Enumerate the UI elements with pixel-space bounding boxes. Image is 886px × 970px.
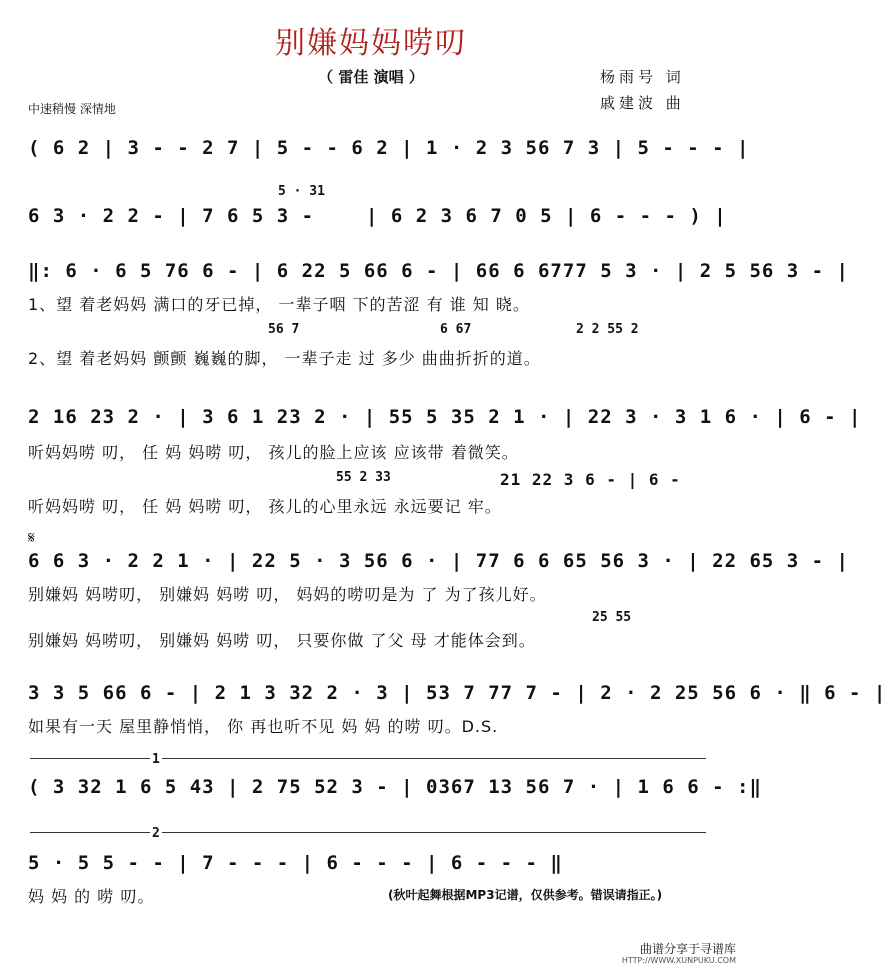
score-line-1: ( 6 2 | 3 - - 2 7 | 5 - - 6 2 | 1 · 2 3 56 7 3 | 5 - - - | — [28, 137, 750, 159]
alt-notes-3b: 6 67 — [440, 322, 472, 337]
lyric-verse-2-line-2: 听妈妈唠 叨， 任 妈 妈唠 叨， 孩儿的心里永远 永远要记 牢。 — [28, 497, 502, 516]
tempo-marking: 中速稍慢 深情地 — [28, 102, 116, 116]
segno-sign: 𝄋 — [28, 528, 35, 547]
transcription-note: (秋叶起舞根据MP3记谱，仅供参考。错误请指正。) — [388, 888, 663, 902]
volta-1-number: 1 — [152, 752, 160, 767]
composer-credit: 戚建波 曲 — [600, 94, 685, 112]
volta-2-number: 2 — [152, 826, 160, 841]
lyric-line-5: 妈 妈 的 唠 叨。 — [28, 887, 155, 906]
score-line-7: ( 3 32 1 6 5 43 | 2 75 52 3 - | 0367 13 56 7 · | 1 6 6 - :‖ — [28, 776, 762, 798]
alt-notes-3a: 56 7 — [268, 322, 300, 337]
footer-site: 曲谱分享于寻谱库 — [639, 942, 736, 956]
alt-notes-5: 25 55 — [592, 610, 632, 625]
footer-url: HTTP://WWW.XUNPUKU.COM — [621, 956, 736, 965]
volta-2-bracket — [30, 832, 706, 833]
score-line-8: 5 · 5 5 - - | 7 - - - | 6 - - - | 6 - - - ‖ — [28, 852, 563, 874]
score-line-5: 6 6 3 · 2 2 1 · | 22 5 · 3 56 6 · | 77 6 6 65 56 3 · | 22 65 3 - | — [28, 550, 849, 572]
lyricist-credit: 杨雨号 词 — [600, 68, 685, 86]
singer-credit: （ 雷佳 演唱 ） — [318, 68, 424, 86]
score-line-2a: 6 3 · 2 2 - | 7 6 5 3 - — [28, 205, 315, 227]
score-line-4: 2 16 23 2 · | 3 6 1 23 2 · | 55 5 35 2 1 · | 22 3 · 3 1 6 · | 6 - | — [28, 406, 862, 428]
lyric-verse-1-line-3: 别嫌妈 妈唠叨， 别嫌妈 妈唠 叨， 妈妈的唠叨是为 了 为了孩儿好。 — [28, 585, 547, 604]
volta-1-bracket — [30, 758, 706, 759]
alt-notes-4b: 21 22 3 6 - | 6 - — [500, 470, 681, 489]
lyric-verse-1-line-1: 1、望 着老妈妈 满口的牙已掉， 一辈子咽 下的苦涩 有 谁 知 晓。 — [28, 295, 530, 314]
score-line-3: ‖: 6 · 6 5 76 6 - | 6 22 5 66 6 - | 66 6 6777 5 3 · | 2 5 56 3 - | — [28, 260, 849, 282]
alt-notes-4a: 55 2 33 — [336, 470, 391, 485]
alt-notes-3c: 2 2 55 2 — [576, 322, 639, 337]
score-line-2b: | 6 2 3 6 7 0 5 | 6 - - - ) | — [366, 205, 727, 227]
lyric-verse-2-line-1: 2、望 着老妈妈 颤颤 巍巍的脚， 一辈子走 过 多少 曲曲折折的道。 — [28, 349, 541, 368]
score-line-6: 3 3 5 66 6 - | 2 1 3 32 2 · 3 | 53 7 77 7 - | 2 · 2 25 56 6 · ‖ 6 - | — [28, 682, 886, 704]
song-title: 别嫌妈妈唠叨 — [275, 26, 467, 61]
lyric-verse-2-line-3: 别嫌妈 妈唠叨， 别嫌妈 妈唠 叨， 只要你做 了父 母 才能体会到。 — [28, 631, 536, 650]
score-line-2-above: 5 · 31 — [278, 184, 325, 199]
lyric-verse-1-line-2: 听妈妈唠 叨， 任 妈 妈唠 叨， 孩儿的脸上应该 应该带 着微笑。 — [28, 443, 519, 462]
lyric-line-4: 如果有一天 屋里静悄悄， 你 再也听不见 妈 妈 的唠 叨。D.S. — [28, 717, 499, 736]
